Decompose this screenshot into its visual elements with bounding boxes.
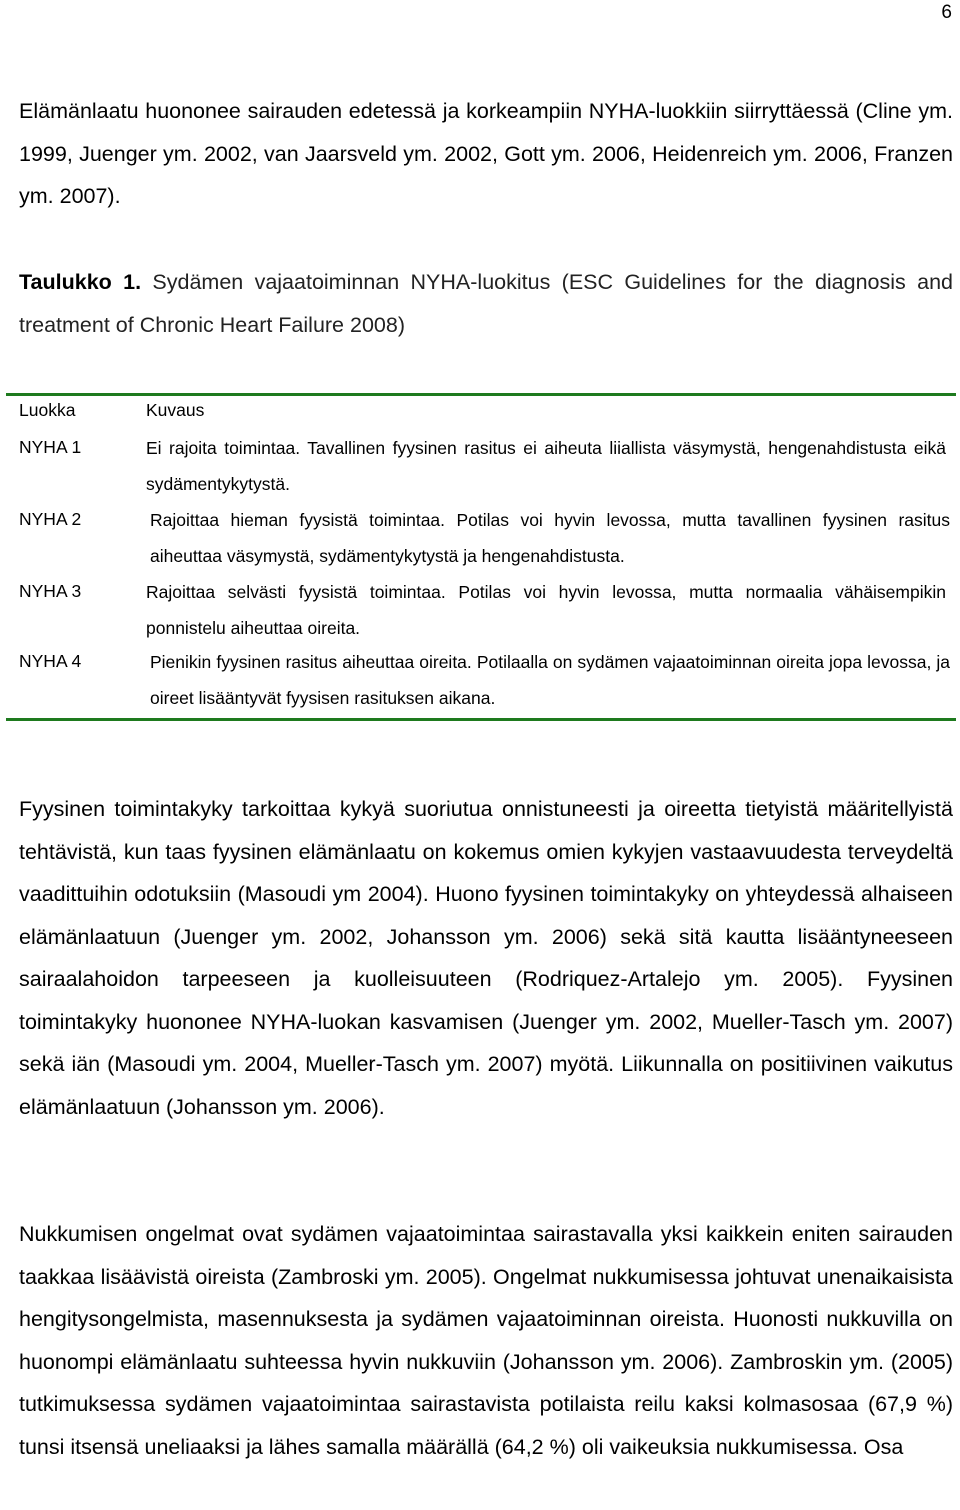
table-row-description: Rajoittaa selvästi fyysistä toimintaa. Potilas voi hyvin levossa, mutta normaalia vähäisempikin ponnistelu aiheuttaa oireita. [146, 582, 946, 638]
page-number: 6 [941, 2, 952, 23]
table-row-class: NYHA 1 [19, 437, 82, 457]
table-row-class: NYHA 4 [19, 651, 82, 671]
caption-text: Sydämen vajaatoiminnan NYHA-luokitus (ESC Guidelines for the diagnosis and treatment of Chronic Heart Failure 2008) [19, 270, 954, 337]
intro-paragraph: Elämänlaatu huononee sairauden edetessä ja korkeampiin NYHA-luokkiin siirryttäessä (Cline ym. 1999, Juenger ym. 2002, van Jaarsveld ym. 2002, Gott ym. 2006, Heidenreich ym. 2006, Franzen ym. 2007). [19, 99, 953, 208]
table-row-class: NYHA 3 [19, 581, 82, 601]
table-header-description: Kuvaus [146, 400, 205, 420]
body-paragraph-sleep: Nukkumisen ongelmat ovat sydämen vajaatoimintaa sairastavalla yksi kaikkein eniten sairauden taakkaa lisäävistä oireista (Zambroski ym. 2005). Ongelmat nukkumisessa johtuvat unenaikaisista hengitysongelmista, masennuksesta ja sydämen vajaatoiminnan oireista. Huonosti nukkuvilla on huonompi elämänlaatu suhteessa hyvin nukkuviin (Johansson ym. 2006). Zambroskin ym. (2005) tutkimuksessa sydämen vajaatoimintaa sairastavista potilaista reilu kaksi kolmasosaa (67,9 %) tunsi itsensä uneliaaksi ja lähes samalla määrällä (64,2 %) oli vaikeuksia nukkumisessa. Osa [19, 1222, 953, 1459]
caption-label: Taulukko 1. [19, 270, 142, 294]
table-top-rule [6, 393, 956, 396]
table-bottom-rule [6, 718, 956, 721]
table-caption [19, 261, 953, 346]
table-row-description: Ei rajoita toimintaa. Tavallinen fyysinen rasitus ei aiheuta liiallista väsymystä, hengenahdistusta eikä sydämentykytystä. [146, 438, 946, 494]
table-row-description: Pienikin fyysinen rasitus aiheuttaa oireita. Potilaalla on sydämen vajaatoiminnan oireita jopa levossa, ja oireet lisääntyvät fyysisen rasituksen aikana. [150, 652, 950, 708]
table-row-class: NYHA 2 [19, 509, 82, 529]
table-header-class: Luokka [19, 400, 76, 420]
table-row-description: Rajoittaa hieman fyysistä toimintaa. Potilas voi hyvin levossa, mutta tavallinen fyysinen rasitus aiheuttaa väsymystä, sydämentykytystä ja hengenahdistusta. [150, 510, 950, 566]
body-paragraph-functional-capacity: Fyysinen toimintakyky tarkoittaa kykyä suoriutua onnistuneesti ja oireetta tietyistä määritellyistä tehtävistä, kun taas fyysinen elämänlaatu on kokemus omien kykyjen vastaavuudesta terveydeltä vaadittuihin odotuksiin (Masoudi ym 2004). Huono fyysinen toimintakyky on yhteydessä alhaiseen elämänlaatuun (Juenger ym. 2002, Johansson ym. 2006) sekä sitä kautta lisääntyneeseen sairaalahoidon tarpeeseen ja kuolleisuuteen (Rodriquez-Artalejo ym. 2005). Fyysinen toimintakyky huononee NYHA-luokan kasvamisen (Juenger ym. 2002, Mueller-Tasch ym. 2007) sekä iän (Masoudi ym. 2004, Mueller-Tasch ym. 2007) myötä. Liikunnalla on positiivinen vaikutus elämänlaatuun (Johansson ym. 2006). [19, 797, 953, 1119]
